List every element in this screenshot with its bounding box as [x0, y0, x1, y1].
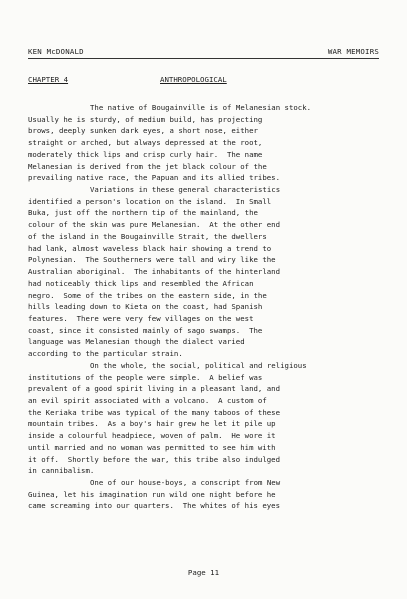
header-author: KEN McDONALD	[28, 47, 84, 56]
text-line: mountain tribes. As a boy's hair grew he let it pile up	[28, 419, 276, 429]
text-line: colour of the skin was pure Melanesian. At the other end	[28, 220, 281, 230]
header-rule	[28, 58, 379, 59]
text-line: Polynesian. The Southerners were tall and wiry like the	[28, 255, 276, 265]
text-line: coast, since it consisted mainly of sago swamps. The	[28, 325, 263, 335]
text-line: language was Melanesian though the dialect varied	[28, 337, 245, 347]
text-line: had noticeably thick lips and resembled the African	[28, 278, 254, 288]
page-number: Page 11	[187, 568, 220, 577]
text-line: until married and no woman was permitted to see him with	[28, 442, 276, 452]
text-line: prevalent of a good spirit living in a pleasant land, and	[28, 384, 281, 394]
text-line: Usually he is sturdy, of medium build, has projecting	[28, 114, 263, 124]
text-line: prevailing native race, the Papuan and its allied tribes.	[28, 173, 281, 183]
text-line: features. There were very few villages on the west	[28, 313, 254, 323]
text-line: in cannibalism.	[28, 466, 95, 476]
text-line: moderately thick lips and crisp curly hair. The name	[28, 149, 263, 159]
text-line: hills leading down to Kieta on the coast, had Spanish	[28, 302, 263, 312]
text-line: straight or arched, but always depressed at the root,	[28, 138, 263, 148]
text-line: identified a person's location on the island. In Small	[28, 196, 272, 206]
text-line: Guinea, let his imagination run wild one night before he	[28, 489, 276, 499]
text-line: institutions of the people were simple. A belief was	[28, 372, 263, 382]
text-line: Australian aboriginal. The inhabitants of the hinterland	[28, 267, 281, 277]
text-line: negro. Some of the tribes on the eastern side, in the	[28, 290, 267, 300]
header-book-title: WAR MEMOIRS	[327, 47, 379, 56]
text-line: it off. Shortly before the war, this tribe also indulged	[28, 454, 281, 464]
body-text	[28, 102, 383, 512]
text-line: Buka, just off the northern tip of the mainland, the	[28, 208, 258, 218]
chapter-title: ANTHROPOLOGICAL	[160, 75, 227, 84]
text-line: Melanesian is derived from the jet black colour of the	[28, 161, 267, 171]
text-line: The native of Bougainville is of Melanesian stock.	[90, 103, 312, 112]
text-line: came screaming into our quarters. The whites of his eyes	[28, 501, 281, 511]
text-line: of the island in the Bougainville Strait, the dwellers	[28, 231, 267, 241]
text-line: brows, deeply sunken dark eyes, a short nose, either	[28, 126, 258, 136]
chapter-number: CHAPTER 4	[28, 75, 69, 84]
text-line: had lank, almost waveless black hair showing a trend to	[28, 243, 272, 253]
text-line: according to the particular strain.	[28, 349, 183, 359]
text-line: an evil spirit associated with a volcano. A custom of	[28, 395, 267, 405]
text-line: On the whole, the social, political and religious	[90, 360, 307, 370]
text-line: Variations in these general characteristics	[90, 185, 281, 195]
text-line: One of our house-boys, a conscript from New	[90, 478, 281, 487]
text-line: inside a colourful headpiece, woven of palm. He wore it	[28, 431, 276, 441]
text-line: the Keriaka tribe was typical of the many taboos of these	[28, 407, 281, 417]
